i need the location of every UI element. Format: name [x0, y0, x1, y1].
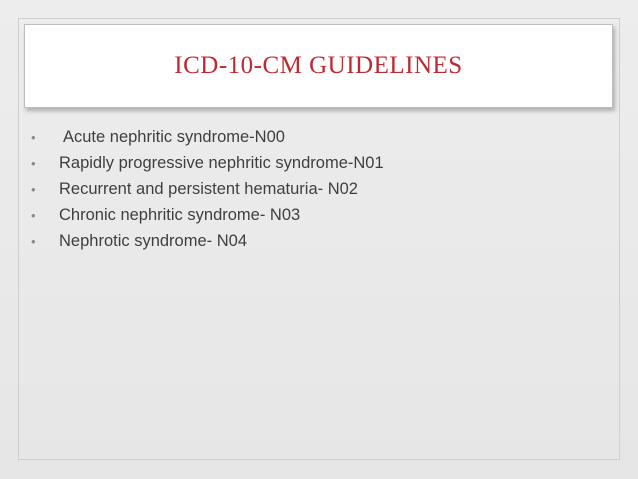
bullet-text: Rapidly progressive nephritic syndrome-N01 — [59, 154, 384, 172]
bullet-item — [30, 176, 590, 202]
bullet-text: Chronic nephritic syndrome- N03 — [59, 206, 301, 224]
bullet-list — [30, 124, 590, 254]
bullet-icon: • — [31, 182, 36, 197]
bullet-icon: • — [31, 156, 36, 171]
bullet-icon: • — [31, 208, 36, 223]
title-box — [24, 24, 613, 108]
bullet-item — [30, 202, 590, 228]
slide-title: ICD-10-CM GUIDELINES — [174, 52, 463, 79]
bullet-icon: • — [31, 234, 36, 249]
bullet-text: Recurrent and persistent hematuria- N02 — [59, 180, 358, 198]
bullet-icon: • — [31, 130, 36, 145]
bullet-text: Acute nephritic syndrome-N00 — [63, 128, 285, 146]
bullet-item — [30, 228, 590, 254]
bullet-item — [30, 150, 590, 176]
bullet-item — [30, 124, 590, 150]
bullet-text: Nephrotic syndrome- N04 — [59, 232, 247, 250]
